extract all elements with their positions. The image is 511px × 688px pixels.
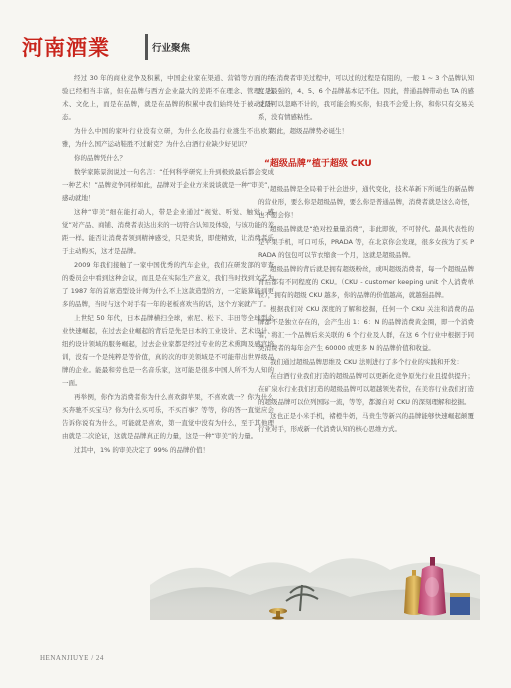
paragraph: 我们通过超级品牌思维及 CKU 法则进行了多个行业的实践和开发： (270, 358, 464, 366)
paragraph: 为什么中国的家叶行业没有立研，为什么化妆品行业涨生不出欧莱雅，为什么国产运动鞋胜不过耐克？为什么白酒行业缺少好见识？ (62, 127, 274, 148)
paragraph: 这种“审美”细在能打动人，带是企业通过“视觉、听觉、触觉、感觉”对产品、商铺、消费者表达出来的一切符合认知及体验，与该功能的差距一样。能否让消费者领到精神感受，只是卖货，即使精致，让消费者乐于主动购买，这才是品牌。 (62, 208, 274, 255)
masthead (22, 30, 222, 64)
magazine-title: 河南酒業 (22, 35, 110, 60)
paragraph: 再举例，你作为消费者你为什么喜欢御苹果，不喜欢就一？你为什么买奔驰不买宝马？你为什么买可乐，不买百事？等等，你的答一直觉应会告诉你说有为什么，可能就是喜欢，第一直觉中没有为什么，至于其他理由就是二次论证，这就是品牌真正的力量，这是一种“审美”的力量。 (62, 393, 274, 440)
paragraph: 在消费者审美过程中，可以过的过程是有阻的，一般 1 ~ 3 个品牌认知度是最强的，4、5、6 个品牌基本记不住。因此，普通品牌带动也 TA 的感受是可以忽略不计的，我可能会购买你，但我不会爱上你，和你只有交易关系，没有情感粘性。 (258, 74, 474, 121)
page-footer: HENANJIUYE / 24 (40, 654, 104, 662)
paragraph: 在白酒行业我们打造的超级品牌可以更新化竞争原先行业且提供提升；在矿泉水行业我们打造的超级品牌可以超越领先者位，在美容行业我们打造的超级品牌可以位列国际一流，等等，都源自对 CKU 的深刻理解和挖掘。 (258, 372, 474, 406)
masthead-divider (145, 34, 148, 60)
paragraph: 2009 年我们接触了一家中国优秀的汽车企业，我们在研发部的审查的委员会中看到这种会议，而且是在实际生产意义，我们当时找到文艺为了 1987 年的首席造型设计师为什么不上这款造型的方，一定能算能到更多的品牌，当时与这个对手有一年的老板喜欢当的话，这个方案就产了。 (62, 261, 274, 308)
paragraph: 超级品牌是全局着于社会进步，通代变化，技术革新下所诞生的新品牌的营业形，要么你是超级品牌，要么你是普通品牌，消费者就是这么奇怪，也不愿会你！ (258, 185, 474, 219)
left-column (62, 72, 274, 458)
right-column (258, 72, 474, 437)
paragraph: 因此，超级品牌势必诞生！ (270, 127, 348, 135)
paragraph: 数学家陈景润说过一句名言：“任何科学研究上升到极致最后都会变成一种艺术！”品牌竞争同样如此，品牌对于企业方来说谈就是一种“审美”，感动就地！ (62, 168, 274, 202)
paragraph: 过其中，1% 的审美决定了 99% 的品牌价值！ (74, 446, 209, 454)
section-title: 行业聚焦 (152, 43, 191, 54)
blue-gift-box (450, 593, 470, 615)
paragraph: 根据我们对 CKU 深度的了解和挖掘，任何一个 CKU 关注和消费的品牌都不是独立存在的，会产生出 1：6：N 的品牌消费黄金圈，即一个消费者，将汇一个品牌后来关联的 6 个行业及人群，在这 6 个行业中根据于同类消费者的每年会产生 60000 或更多 N 的品牌价值和收益。 (258, 305, 474, 352)
paragraph: 超级品牌的背后就是拥有超级粉丝，或叫超级消费者，每一个超级品牌背后都有不同程度的 CKU。（CKU - customer keeping unit 个人消费单位），拥有的超级 CKU 越多，你的品牌的价值越高，就越强品牌。 (258, 265, 474, 299)
paragraph: 上世纪 50 年代，日本品牌横扫全球，索尼、松下、丰田等全球型企业快速崛起，在过去企业崛起的背后是先是日本的工业设计、艺术设计、纽约设计领域的服务崛起，过去企业家都是经过专业的艺术熏陶及感官培训，没有一个是纯粹是等价值，真的次的审美领域是不可能带出世界级品牌的企业。能最和劳也是一名音乐家，这可能是很多中国人所不为人知的一面。 (62, 314, 274, 387)
landscape-illustration (150, 515, 480, 620)
paragraph: 经过 30 年的商业竞争及积累，中国企业家在渠道、营销等方面的经验已经相当丰富，但在品牌与西方企业最大的差距不在理念、管理、技术、文化上，而是在品牌，就是在品牌的积累中我们始终处于被动打转态。 (62, 74, 274, 121)
section-subheading: “超级品牌”植于超级 CKU (264, 159, 372, 169)
paragraph: 这也正是小米手机，褚橙牛奶，马贵生等新兴的品牌能够快速崛起颠覆行业对手，形成新一代消费认知的核心思维方式。 (258, 412, 474, 433)
paragraph: 超级品牌就是“绝对控量量消费”，非此即彼，不可替代。最具代表性的是苹果手机，可口可乐，PRADA 等，在北京你会发现，很多女孩为了买 PRADA 的包包可以节衣缩食一个月，这就是超级品牌。 (258, 225, 474, 259)
paragraph: 你的品牌凭什么？ (74, 154, 126, 162)
